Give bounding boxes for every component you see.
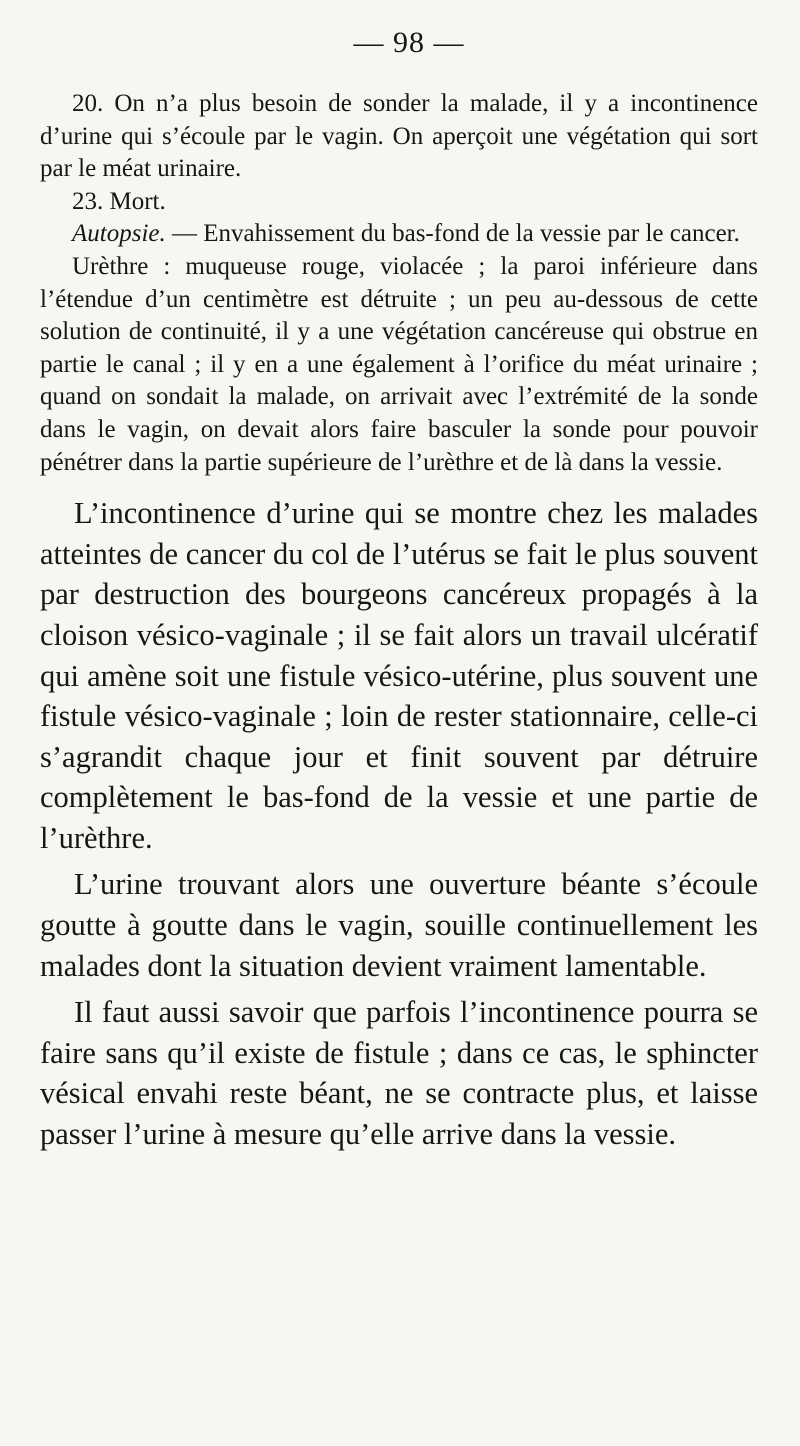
- autopsy-paragraph: [40, 218, 758, 251]
- body-paragraph-1: L’incontinence d’urine qui se montre chez les malades atteintes de cancer du col de l’utérus se fait le plus souvent par destruction des bourgeons cancéreux propagés à la cloison vésico-vaginale ; il se fait alors un travail ulcératif qui amène soit une fistule vésico-utérine, plus souvent une fistule vésico-vaginale ; loin de rester stationnaire, celle-ci s’agrandit chaque jour et finit souvent par détruire complètement le bas-fond de la vessie et une partie de l’urèthre.: [40, 496, 758, 855]
- case-notes: [40, 88, 758, 479]
- autopsy-label: Autopsie.: [72, 220, 166, 248]
- autopsy-text: — Envahissement du bas-fond de la vessie par le cancer.: [165, 220, 740, 248]
- page-number: — 98 —: [353, 26, 465, 59]
- urethra-paragraph: Urèthre : muqueuse rouge, violacée ; la paroi inférieure dans l’étendue d’un centimètre est détruite ; un peu au-dessous de cette solution de continuité, il y a une végétation cancéreuse qui obstrue en partie le canal ; il y en a une également à l’orifice du méat urinaire ; quand on sondait la malade, on arrivait avec l’extrémité de la sonde dans le vagin, on devait alors faire basculer la sonde pour pouvoir pénétrer dans la partie supérieure de l’urèthre et de là dans la vessie.: [40, 252, 758, 476]
- case-entry-20: 20. On n’a plus besoin de sonder la malade, il y a incontinence d’urine qui s’écoule par le vagin. On aperçoit une végétation qui sort par le méat urinaire.: [40, 90, 758, 183]
- body-paragraph-2: L’urine trouvant alors une ouverture béante s’écoule goutte à goutte dans le vagin, souille continuellement les malades dont la situation devient vraiment lamentable.: [40, 867, 758, 983]
- body-text: [40, 493, 758, 1155]
- body-paragraph-3: Il faut aussi savoir que parfois l’incontinence pourra se faire sans qu’il existe de fistule ; dans ce cas, le sphincter vésical envahi reste béant, ne se contracte plus, et laisse passer l’urine à mesure qu’elle arrive dans la vessie.: [40, 995, 758, 1152]
- case-entry-23: 23. Mort.: [72, 187, 166, 215]
